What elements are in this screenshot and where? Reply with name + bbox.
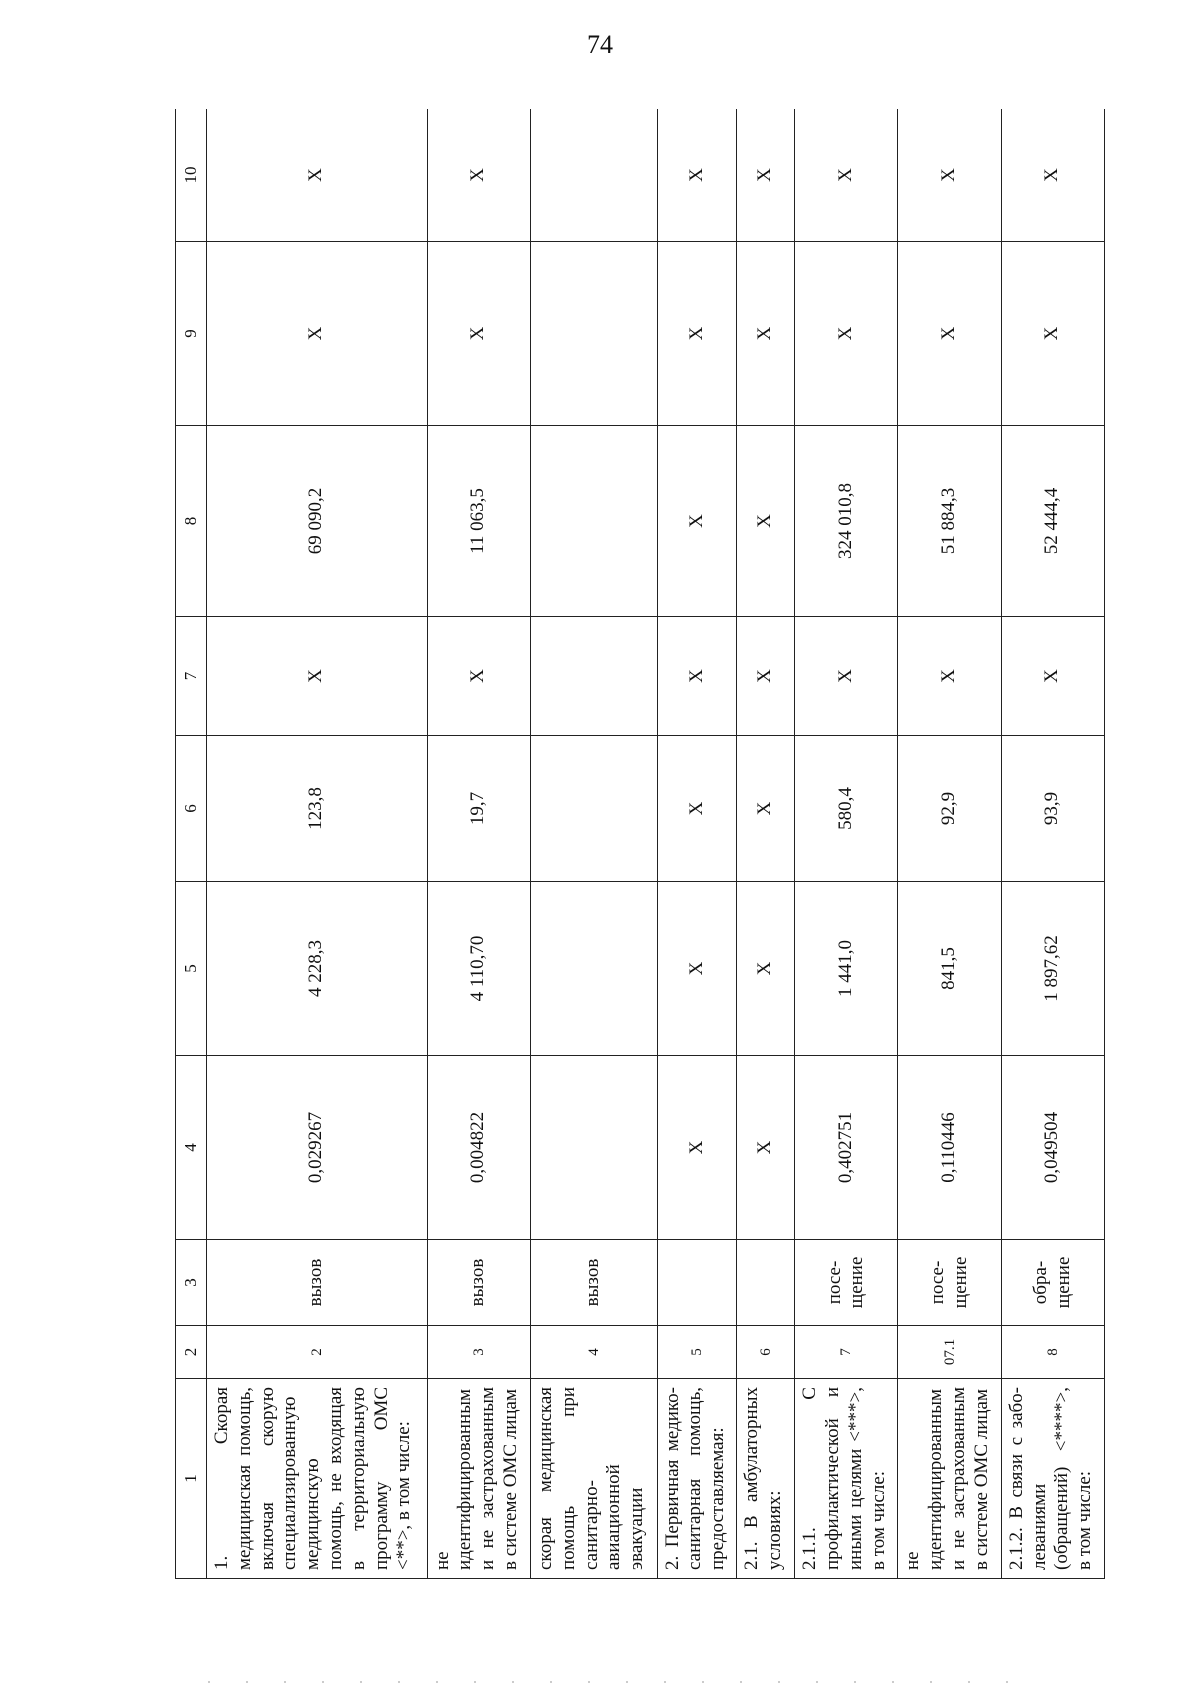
col-8-value: 69 090,2 [206,426,427,617]
col-10-value [530,109,657,242]
col-6-value: 19,7 [427,736,530,882]
col-10-value: X [795,109,898,242]
col-7-value [530,617,657,736]
col-9-value: X [737,242,795,426]
table-body [176,109,1105,1579]
col-4-value [530,1056,657,1240]
column-number: 3 [176,1240,207,1326]
col-10-value: X [737,109,795,242]
col-9-value: X [898,242,1001,426]
col-5-value [530,882,657,1056]
col-7-value: X [737,617,795,736]
col-8-value: X [657,426,737,617]
row-code: 5 [657,1326,737,1379]
col-5-value: X [737,882,795,1056]
row-code: 3 [427,1326,530,1379]
col-5-value: 1 897,62 [1001,882,1104,1056]
row-description: не идентифицированным и не застрахованным в системе ОМС лицам [427,1379,530,1579]
unit-of-measure [657,1240,737,1326]
col-6-value [530,736,657,882]
col-7-value: X [795,617,898,736]
col-10-value: X [657,109,737,242]
table-container [175,109,1105,1579]
table-row [1001,109,1104,1579]
col-6-value: X [737,736,795,882]
col-4-value: X [657,1056,737,1240]
col-6-value: 123,8 [206,736,427,882]
col-5-value: 1 441,0 [795,882,898,1056]
row-code: 8 [1001,1326,1104,1379]
column-number: 8 [176,426,207,617]
column-number: 9 [176,242,207,426]
row-description: 2.1.2. В связи с забо-леваниями (обращений) <****>, в том числе: [1001,1379,1104,1579]
col-9-value [530,242,657,426]
unit-of-measure: вызов [427,1240,530,1326]
column-number: 1 [176,1379,207,1579]
col-8-value: 11 063,5 [427,426,530,617]
table-row [657,109,737,1579]
unit-of-measure: посе-щение [795,1240,898,1326]
table-row [427,109,530,1579]
col-9-value: X [206,242,427,426]
col-8-value [530,426,657,617]
table-row [737,109,795,1579]
row-code: 4 [530,1326,657,1379]
table-row [795,109,898,1579]
col-9-value: X [795,242,898,426]
row-description: 2.1.1. С профилактической и иными целями <***>, в том числе: [795,1379,898,1579]
col-9-value: X [427,242,530,426]
row-description: 2. Первичная медико-санитарная помощь, предоставляемая: [657,1379,737,1579]
col-5-value: 4 110,70 [427,882,530,1056]
column-number-row [176,109,207,1579]
col-5-value: 4 228,3 [206,882,427,1056]
col-7-value: X [427,617,530,736]
col-4-value: 0,049504 [1001,1056,1104,1240]
table-row [530,109,657,1579]
row-code: 6 [737,1326,795,1379]
page-number: 74 [587,30,613,59]
col-10-value: X [206,109,427,242]
column-number: 6 [176,736,207,882]
col-9-value: X [1001,242,1104,426]
col-6-value: 580,4 [795,736,898,882]
col-6-value: X [657,736,737,882]
col-8-value: 52 444,4 [1001,426,1104,617]
col-7-value: X [1001,617,1104,736]
col-10-value: X [1001,109,1104,242]
col-10-value: X [427,109,530,242]
col-4-value: 0,402751 [795,1056,898,1240]
unit-of-measure: вызов [206,1240,427,1326]
row-code: 07.1 [898,1326,1001,1379]
col-8-value: X [737,426,795,617]
unit-of-measure [737,1240,795,1326]
column-number: 7 [176,617,207,736]
row-code: 2 [206,1326,427,1379]
col-4-value: 0,029267 [206,1056,427,1240]
col-7-value: X [206,617,427,736]
col-9-value: X [657,242,737,426]
row-description: 1. Скорая медицинская помощь, включая скорую специализированную медицинскую помощь, не входящая в территориальную программу ОМС <**>, в том числе: [206,1379,427,1579]
table-row [206,109,427,1579]
col-4-value: X [737,1056,795,1240]
row-description: скорая медицинская помощь при санитарно-авиационной эвакуации [530,1379,657,1579]
col-6-value: 92,9 [898,736,1001,882]
column-number: 4 [176,1056,207,1240]
rotated-table-frame [175,109,1105,1579]
column-number: 10 [176,109,207,242]
scan-dots [190,1680,1020,1684]
col-4-value: 0,004822 [427,1056,530,1240]
col-8-value: 324 010,8 [795,426,898,617]
col-10-value: X [898,109,1001,242]
col-7-value: X [898,617,1001,736]
row-description: не идентифицированным и не застрахованным в системе ОМС лицам [898,1379,1001,1579]
col-6-value: 93,9 [1001,736,1104,882]
row-description: 2.1. В амбулаторных условиях: [737,1379,795,1579]
col-5-value: X [657,882,737,1056]
row-code: 7 [795,1326,898,1379]
table-row [898,109,1001,1579]
col-5-value: 841,5 [898,882,1001,1056]
column-number: 2 [176,1326,207,1379]
unit-of-measure: обра-щение [1001,1240,1104,1326]
col-8-value: 51 884,3 [898,426,1001,617]
data-table [175,109,1105,1579]
col-4-value: 0,110446 [898,1056,1001,1240]
col-7-value: X [657,617,737,736]
unit-of-measure: посе-щение [898,1240,1001,1326]
unit-of-measure: вызов [530,1240,657,1326]
column-number: 5 [176,882,207,1056]
